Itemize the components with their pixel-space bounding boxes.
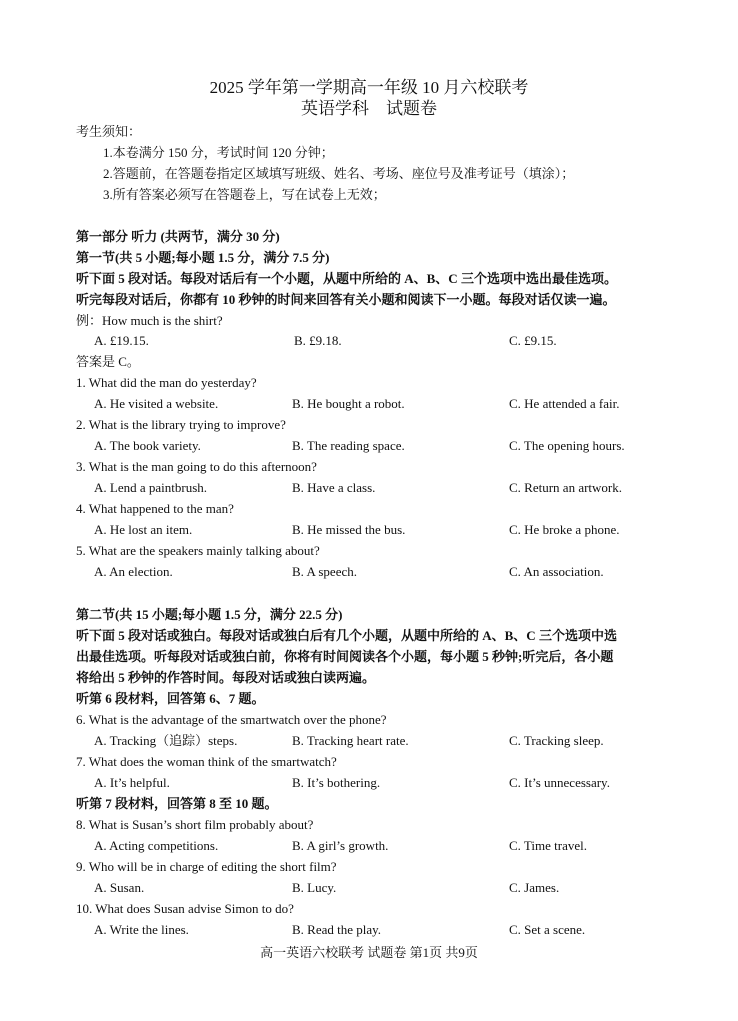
exam-subtitle: 英语学科 试题卷 [301, 99, 437, 118]
part1-heading: 第一部分 听力 (共两节，满分 30 分) [76, 229, 280, 244]
group-7-heading: 听第 7 段材料，回答第 8 至 10 题。 [76, 796, 278, 811]
question-2: 2. What is the library trying to improve? [76, 417, 286, 432]
question-1-option-a: A. He visited a website. [94, 396, 219, 411]
question-9-option-c: C. James. [509, 880, 560, 895]
example-question: 例：How much is the shirt? [76, 313, 223, 328]
example-answer: 答案是 C。 [76, 354, 140, 369]
question-10-option-a: A. Write the lines. [94, 922, 189, 937]
notice-item-1: 1.本卷满分 150 分，考试时间 120 分钟； [103, 145, 334, 160]
page-footer: 高一英语六校联考 试题卷 第1页 共9页 [260, 945, 478, 960]
question-10-option-b: B. Read the play. [292, 922, 382, 937]
question-5-option-c: C. An association. [509, 564, 604, 579]
question-4-option-c: C. He broke a phone. [509, 522, 620, 537]
question-4-option-a: A. He lost an item. [94, 522, 193, 537]
question-10-option-c: C. Set a scene. [509, 922, 586, 937]
question-8: 8. What is Susan’s short film probably about? [76, 817, 314, 832]
question-1: 1. What did the man do yesterday? [76, 375, 257, 390]
question-7: 7. What does the woman think of the smartwatch? [76, 754, 337, 769]
notice-label: 考生须知： [76, 124, 142, 139]
question-3-option-a: A. Lend a paintbrush. [94, 480, 208, 495]
question-9-option-b: B. Lucy. [292, 880, 337, 895]
question-6-option-b: B. Tracking heart rate. [292, 733, 409, 748]
question-7-option-c: C. It’s unnecessary. [509, 775, 610, 790]
exam-title: 2025 学年第一学期高一年级 10 月六校联考 [209, 78, 529, 97]
question-6: 6. What is the advantage of the smartwatch over the phone? [76, 712, 387, 727]
question-6-option-c: C. Tracking sleep. [509, 733, 604, 748]
section1-heading: 第一节(共 5 小题;每小题 1.5 分，满分 7.5 分) [76, 250, 330, 265]
section2-instruction-2: 出最佳选项。听每段对话或独白前，你将有时间阅读各个小题，每小题 5 秒钟;听完后，各小题 [76, 649, 614, 664]
question-8-option-b: B. A girl’s growth. [292, 838, 389, 853]
question-3: 3. What is the man going to do this afternoon? [76, 459, 317, 474]
section1-instruction-1: 听下面 5 段对话。每段对话后有一个小题，从题中所给的 A、B、C 三个选项中选出最佳选项。 [76, 271, 617, 286]
notice-item-2: 2.答题前，在答题卷指定区域填写班级、姓名、考场、座位号及准考证号（填涂）； [103, 166, 575, 181]
question-8-option-a: A. Acting competitions. [94, 838, 219, 853]
question-5-option-a: A. An election. [94, 564, 173, 579]
section2-instruction-3: 将给出 5 秒钟的作答时间。每段对话或独白读两遍。 [76, 670, 376, 685]
example-option-b: B. £9.18. [294, 333, 342, 348]
question-8-option-c: C. Time travel. [509, 838, 588, 853]
example-option-c: C. £9.15. [509, 333, 557, 348]
section2-heading: 第二节(共 15 小题;每小题 1.5 分，满分 22.5 分) [76, 607, 343, 622]
question-1-option-c: C. He attended a fair. [509, 396, 620, 411]
question-5-option-b: B. A speech. [292, 564, 357, 579]
question-7-option-a: A. It’s helpful. [94, 775, 170, 790]
question-5: 5. What are the speakers mainly talking about? [76, 543, 320, 558]
section1-instruction-2: 听完每段对话后，你都有 10 秒钟的时间来回答有关小题和阅读下一小题。每段对话仅读一遍。 [76, 292, 616, 307]
question-9: 9. Who will be in charge of editing the short film? [76, 859, 337, 874]
question-2-option-b: B. The reading space. [292, 438, 405, 453]
question-3-option-c: C. Return an artwork. [509, 480, 623, 495]
question-10: 10. What does Susan advise Simon to do? [76, 901, 294, 916]
notice-item-3: 3.所有答案必须写在答题卷上，写在试卷上无效； [103, 187, 386, 202]
question-4-option-b: B. He missed the bus. [292, 522, 406, 537]
example-option-a: A. £19.15. [94, 333, 149, 348]
question-4: 4. What happened to the man? [76, 501, 234, 516]
section2-instruction-1: 听下面 5 段对话或独白。每段对话或独白后有几个小题，从题中所给的 A、B、C 三个选项中选 [76, 628, 617, 643]
question-9-option-a: A. Susan. [94, 880, 145, 895]
group-6-heading: 听第 6 段材料，回答第 6、7 题。 [76, 691, 265, 706]
question-6-option-a: A. Tracking（追踪）steps. [94, 733, 238, 748]
question-7-option-b: B. It’s bothering. [292, 775, 381, 790]
question-2-option-c: C. The opening hours. [509, 438, 625, 453]
question-3-option-b: B. Have a class. [292, 480, 376, 495]
question-2-option-a: A. The book variety. [94, 438, 201, 453]
question-1-option-b: B. He bought a robot. [292, 396, 405, 411]
